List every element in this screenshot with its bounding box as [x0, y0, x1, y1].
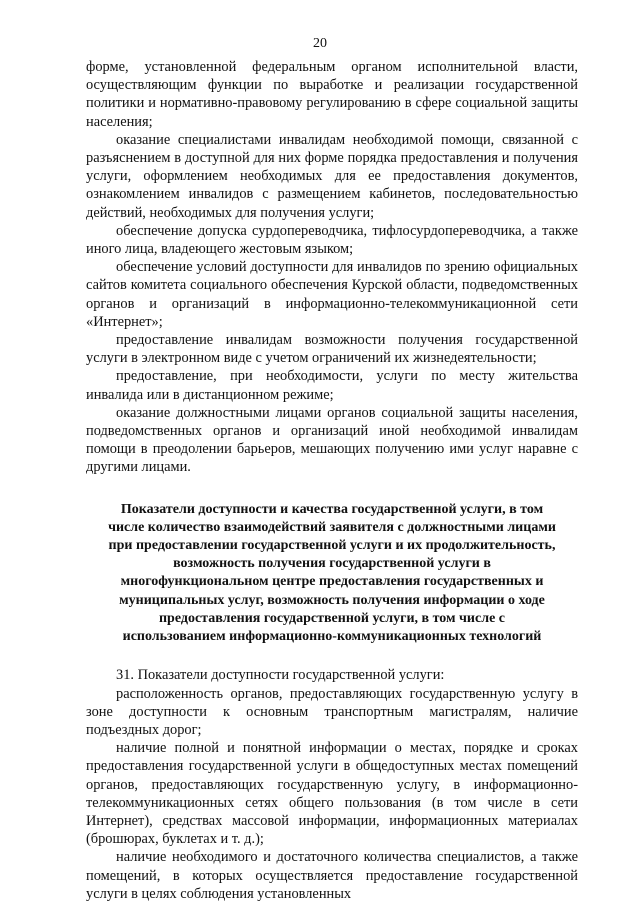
paragraph: наличие необходимого и достаточного количества специалистов, а также помещений, в которых осуществляется предоставление государственной услуги в целях соблюдения установленных	[86, 849, 578, 902]
heading-line: числе количество взаимодействий заявителя с должностными лицами	[108, 519, 556, 535]
heading-line: Показатели доступности и качества государственной услуги, в том	[120, 501, 544, 517]
page-number: 20	[313, 36, 327, 51]
paragraph: обеспечение допуска сурдопереводчика, тифлосурдопереводчика, а также иного лица, владеющего жестовым языком;	[86, 222, 578, 258]
heading-line: многофункциональном центре предоставления государственных и	[120, 574, 544, 590]
paragraph: предоставление, при необходимости, услуги по месту жительства инвалида или в дистанционном режиме;	[86, 368, 578, 403]
section-heading	[86, 501, 578, 647]
paragraph: наличие полной и понятной информации о местах, порядке и сроках предоставления государственной услуги в общедоступных местах помещений органов, предоставляющих государственную услугу, в информационно-телекоммуникационных сетях общего пользования (в том числе в сети Интернет), средствах массовой информации, информационных материалах (брошюрах, буклетах и т. д.);	[86, 740, 578, 848]
heading-line: предоставления государственной услуги, в том числе с	[158, 610, 505, 626]
paragraph: оказание должностными лицами органов социальной защиты населения, подведомственных органов и организаций иной необходимой инвалидам помощи в преодолении барьеров, мешающих получению ими услуг наравне с другими лицами.	[86, 404, 578, 476]
paragraph: обеспечение условий доступности для инвалидов по зрению официальных сайтов комитета социального обеспечения Курской области, подведомственных органов и организаций в информационно-телекоммуникационной сети «Интернет»;	[86, 259, 578, 330]
document-body	[86, 58, 578, 903]
paragraph: оказание специалистами инвалидам необходимой помощи, связанной с разъяснением в доступной для них форме порядка предоставления и получения услуги, оформлением необходимых для ее предоставления документов, ознакомлением инвалидов с размещением кабинетов, последовательностью действий, необходимых для получения услуги;	[86, 131, 578, 221]
paragraph: расположенность органов, предоставляющих государственную услугу в зоне доступности к основным транспортным магистралям, наличие подъездных дорог;	[86, 685, 578, 738]
paragraph: форме, установленной федеральным органом исполнительной власти, осуществляющим функции по выработке и реализации государственной политики и нормативно-правовому регулированию в сфере социальной защиты населения;	[86, 59, 578, 130]
heading-line: использованием информационно-коммуникационных технологий	[122, 629, 542, 645]
paragraph: 31. Показатели доступности государственной услуги:	[116, 667, 445, 684]
heading-line: муниципальных услуг, возможность получения информации о ходе	[119, 592, 545, 608]
heading-line: при предоставлении государственной услуги и их продолжительность,	[108, 538, 556, 554]
paragraph: предоставление инвалидам возможности получения государственной услуги в электронном виде с учетом ограничений их жизнедеятельности;	[86, 332, 578, 367]
heading-line: возможность получения государственной услуги в	[173, 556, 491, 572]
